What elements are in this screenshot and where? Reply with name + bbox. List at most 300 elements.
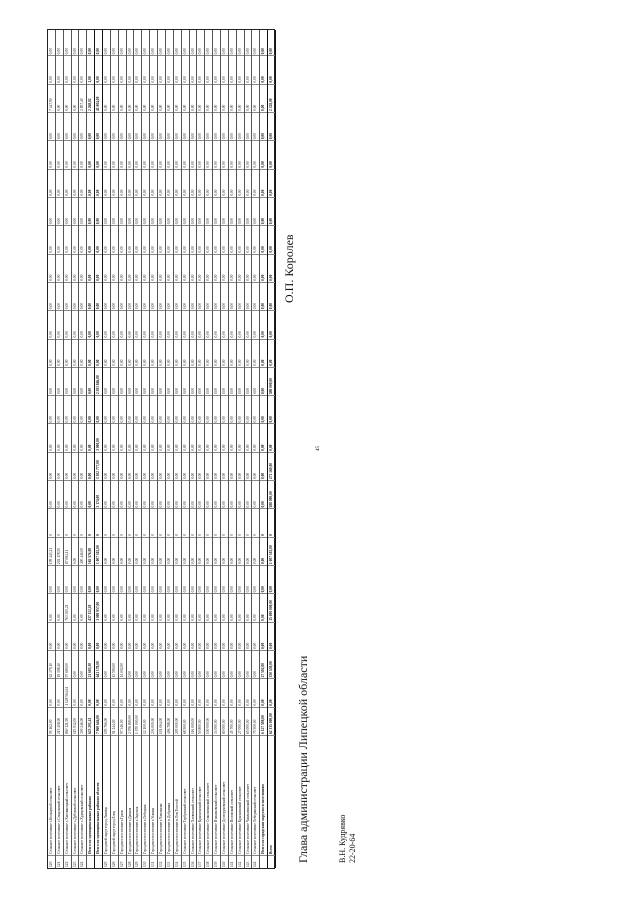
row-number: 143: [245, 861, 250, 867]
table-cell: 0,00: [127, 679, 134, 707]
data-table: [47, 29, 275, 869]
row-number: 139: [214, 861, 219, 867]
row-label: Городское поселение г.Усмань: [150, 736, 157, 856]
table-cell: 0,00: [237, 622, 244, 650]
table-cell: 0,00: [245, 396, 252, 424]
table-cell: 0,00: [213, 226, 220, 254]
table-cell: 0,00: [182, 424, 189, 452]
table-cell: 0,00: [72, 481, 79, 509]
table-cell: 0,00: [48, 282, 55, 310]
table-cell: 41 004,00: [95, 84, 102, 112]
table-cell: 12 100,00: [142, 707, 149, 735]
table-cell: 3 174,00: [95, 481, 102, 509]
table-cell: 0,00: [103, 84, 110, 112]
table-cell: 0: [79, 509, 86, 537]
table-cell: 0,00: [237, 112, 244, 140]
table-cell: 0: [142, 509, 149, 537]
table-cell: 0,00: [119, 622, 126, 650]
table-cell: 97 680,00: [64, 651, 71, 679]
table-cell: 0,00: [205, 339, 212, 367]
table-cell: 0,00: [229, 367, 236, 395]
table-cell: 0,00: [150, 367, 157, 395]
table-cell: 0,00: [56, 226, 63, 254]
table-cell: 0: [150, 509, 157, 537]
table-cell: 0,00: [237, 424, 244, 452]
table-cell: 0,00: [134, 481, 141, 509]
table-cell: 625 201,41: [87, 707, 94, 735]
table-cell: 0,00: [79, 622, 86, 650]
table-cell: 205 000,00: [174, 707, 181, 735]
table-cell: 0,00: [221, 651, 228, 679]
table-cell: 0,00: [111, 339, 118, 367]
table-cell: 0,00: [56, 339, 63, 367]
table-cell: 0,00: [134, 622, 141, 650]
table-cell: 0,00: [174, 169, 181, 197]
table-cell: 0,00: [245, 56, 252, 84]
table-cell: 0,00: [260, 112, 267, 140]
table-cell: 0,00: [237, 367, 244, 395]
table-cell: 0,00: [134, 197, 141, 225]
table-cell: 0,00: [213, 679, 220, 707]
table-cell: 0,00: [190, 424, 197, 452]
table-cell: 0,00: [197, 396, 204, 424]
table-cell: 0,00: [190, 594, 197, 622]
table-cell: 7 447,90: [48, 84, 55, 112]
table-cell: 0,00: [197, 311, 204, 339]
table-cell: 0,00: [150, 169, 157, 197]
table-cell: 0: [158, 509, 165, 537]
table-cell: 0,00: [268, 28, 275, 56]
table-cell: 0,00: [166, 141, 173, 169]
table-cell: 0,00: [158, 84, 165, 112]
table-cell: 0,00: [197, 622, 204, 650]
table-cell: 0,00: [229, 537, 236, 565]
table-cell: 0,00: [166, 197, 173, 225]
table-cell: 0,00: [119, 367, 126, 395]
table-cell: 0,00: [150, 197, 157, 225]
table-cell: 0,00: [56, 112, 63, 140]
table-cell: 0,00: [134, 169, 141, 197]
table-cell: 0,00: [260, 396, 267, 424]
table-cell: 0,00: [48, 452, 55, 480]
row-number: [268, 856, 275, 868]
row-label: Городское поселение п.Лев Толстой: [174, 736, 181, 856]
table-cell: 0,00: [48, 679, 55, 707]
table-cell: 0,00: [229, 452, 236, 480]
table-cell: 0,00: [229, 141, 236, 169]
table-cell: 0,00: [134, 424, 141, 452]
row-number: [260, 856, 267, 868]
table-cell: 0,00: [229, 566, 236, 594]
row-label: Городской округ город Липецк: [103, 736, 110, 856]
table-cell: 0,00: [150, 28, 157, 56]
table-cell: 0,00: [260, 56, 267, 84]
table-cell: 0,00: [103, 169, 110, 197]
table-cell: 0,00: [134, 254, 141, 282]
table-cell: 0,00: [64, 141, 71, 169]
table-cell: 0,00: [142, 254, 149, 282]
table-cell: 0,00: [252, 197, 259, 225]
table-cell: 0,00: [205, 311, 212, 339]
table-cell: 0,00: [103, 679, 110, 707]
table-cell: 0,00: [221, 424, 228, 452]
row-number: 133: [166, 861, 171, 867]
table-cell: 0,00: [111, 56, 118, 84]
table-cell: 0,00: [221, 226, 228, 254]
table-cell: 0,00: [103, 622, 110, 650]
table-cell: 0,00: [205, 424, 212, 452]
table-cell: 406 788,00: [166, 707, 173, 735]
table-cell: 0,00: [142, 112, 149, 140]
table-cell: 0,00: [87, 396, 94, 424]
table-cell: 0,00: [87, 169, 94, 197]
table-cell: 0,00: [111, 197, 118, 225]
table-row: [252, 30, 260, 868]
row-number: 136: [190, 861, 195, 867]
table-cell: 0,00: [127, 339, 134, 367]
table-cell: 0,00: [237, 84, 244, 112]
table-cell: 0,00: [150, 424, 157, 452]
table-cell: 0,00: [127, 56, 134, 84]
table-cell: 0,00: [260, 311, 267, 339]
table-cell: 80 000,00: [221, 707, 228, 735]
table-cell: 0: [87, 509, 94, 537]
table-cell: 0,00: [119, 56, 126, 84]
table-cell: 0,00: [174, 141, 181, 169]
table-cell: 0,00: [111, 84, 118, 112]
table-cell: 0,00: [268, 112, 275, 140]
table-cell: 91 244,00: [111, 707, 118, 735]
table-cell: 0,00: [56, 197, 63, 225]
table-cell: 0,00: [252, 56, 259, 84]
executor-phone: 22-20-64: [348, 833, 357, 863]
table-cell: 2 328,00: [268, 84, 275, 112]
row-label: Сельское поселение Чаплыгинский сельсовет: [245, 736, 252, 856]
row-number: 130: [143, 861, 148, 867]
table-cell: 0,00: [127, 537, 134, 565]
table-cell: 0: [127, 509, 134, 537]
table-cell: 300 246,00: [79, 707, 86, 735]
table-cell: 0,00: [237, 28, 244, 56]
table-cell: 0,00: [229, 339, 236, 367]
table-cell: 0,00: [95, 311, 102, 339]
table-cell: 0,00: [182, 56, 189, 84]
table-cell: 0,00: [190, 651, 197, 679]
table-cell: 0,00: [134, 84, 141, 112]
table-cell: 0,00: [127, 254, 134, 282]
table-cell: 0,00: [103, 56, 110, 84]
table-cell: 0,00: [158, 537, 165, 565]
table-cell: 0,00: [237, 481, 244, 509]
table-cell: 0,00: [158, 651, 165, 679]
table-cell: 0,00: [48, 424, 55, 452]
table-cell: 0,00: [252, 367, 259, 395]
table-cell: 0,00: [158, 254, 165, 282]
table-cell: 0,00: [260, 339, 267, 367]
table-cell: 0,00: [64, 226, 71, 254]
table-cell: 0,00: [260, 367, 267, 395]
table-cell: 0,00: [245, 141, 252, 169]
table-cell: 0,00: [87, 141, 94, 169]
table-cell: 0,00: [205, 226, 212, 254]
table-cell: 0,00: [150, 84, 157, 112]
table-cell: 1 070 000,00: [134, 707, 141, 735]
table-cell: 0,00: [205, 651, 212, 679]
table-cell: 0,00: [72, 594, 79, 622]
table-cell: 0,00: [79, 594, 86, 622]
table-cell: 0,00: [205, 56, 212, 84]
table-cell: 0,00: [229, 112, 236, 140]
table-cell: 0,00: [119, 169, 126, 197]
table-cell: 0,00: [190, 197, 197, 225]
table-cell: 0,00: [190, 339, 197, 367]
table-cell: 0,00: [127, 424, 134, 452]
table-cell: 0,00: [103, 311, 110, 339]
table-cell: 0,00: [72, 311, 79, 339]
table-cell: 0,00: [56, 396, 63, 424]
table-cell: 0,00: [127, 141, 134, 169]
table-cell: 0,00: [174, 367, 181, 395]
table-cell: 0,00: [166, 452, 173, 480]
table-cell: 0,00: [166, 56, 173, 84]
table-cell: 0,00: [229, 226, 236, 254]
table-cell: 0,00: [237, 311, 244, 339]
table-cell: 0,00: [119, 141, 126, 169]
table-cell: 0,00: [142, 28, 149, 56]
table-cell: 0,00: [229, 622, 236, 650]
row-number: 138: [206, 861, 211, 867]
row-number: 134: [174, 861, 179, 867]
table-cell: 0,00: [252, 254, 259, 282]
table-cell: 0,00: [48, 197, 55, 225]
table-cell: 0,00: [119, 282, 126, 310]
table-cell: 0,00: [221, 84, 228, 112]
table-cell: 0,00: [103, 197, 110, 225]
table-cell: 0,00: [174, 282, 181, 310]
table-cell: 0,00: [221, 311, 228, 339]
table-cell: 0,00: [64, 56, 71, 84]
table-cell: 0,00: [197, 537, 204, 565]
table-cell: 0,00: [229, 254, 236, 282]
table-cell: 0,00: [95, 112, 102, 140]
row-label: Сельское поселение Долгоруковский сельсовет: [221, 736, 228, 856]
table-cell: 0,00: [229, 169, 236, 197]
table-cell: 0,00: [252, 339, 259, 367]
table-cell: 0: [48, 509, 55, 537]
table-cell: 0,00: [87, 679, 94, 707]
table-cell: 0,00: [142, 282, 149, 310]
table-cell: 0,00: [252, 282, 259, 310]
row-label: Сельское поселение с.Дубовской сельсовет: [72, 736, 79, 856]
table-cell: 2 976 800,00: [127, 707, 134, 735]
table-cell: 195 766,00: [103, 707, 110, 735]
table-cell: 0,00: [79, 367, 86, 395]
table-cell: 0,00: [174, 28, 181, 56]
table-row: [174, 30, 182, 868]
table-cell: 0,00: [158, 56, 165, 84]
table-row: [197, 30, 205, 868]
table-cell: 0,00: [119, 28, 126, 56]
table-cell: 0,00: [182, 141, 189, 169]
table-cell: 0,00: [213, 424, 220, 452]
table-cell: 0,00: [72, 566, 79, 594]
table-cell: 0,00: [229, 679, 236, 707]
table-cell: 0,00: [245, 197, 252, 225]
table-cell: 0,00: [268, 424, 275, 452]
table-cell: 0,00: [111, 282, 118, 310]
table-cell: 0,00: [79, 679, 86, 707]
table-cell: 0,00: [174, 197, 181, 225]
row-label: Городской округ город Елец: [111, 736, 118, 856]
table-cell: 0,00: [182, 396, 189, 424]
table-cell: 0,00: [134, 226, 141, 254]
table-cell: 0,00: [142, 424, 149, 452]
table-cell: 0,00: [72, 141, 79, 169]
table-cell: 0,00: [142, 481, 149, 509]
table-cell: 0,00: [182, 651, 189, 679]
table-cell: 0: [213, 509, 220, 537]
table-cell: 0,00: [56, 169, 63, 197]
table-cell: 0,00: [95, 339, 102, 367]
table-row: [142, 30, 150, 868]
table-cell: 19 198,40: [56, 651, 63, 679]
table-cell: 0,00: [119, 339, 126, 367]
table-cell: 0,00: [205, 594, 212, 622]
table-cell: 0,00: [103, 396, 110, 424]
table-cell: 0,00: [205, 254, 212, 282]
table-cell: 0,00: [197, 56, 204, 84]
table-cell: 0,00: [134, 56, 141, 84]
table-cell: 0,00: [79, 282, 86, 310]
table-cell: 0,00: [150, 311, 157, 339]
table-cell: 0,00: [95, 197, 102, 225]
table-cell: 0,00: [260, 424, 267, 452]
table-cell: 0,00: [48, 226, 55, 254]
row-label: Сельское поселение Становлянский сельсовет: [205, 736, 212, 856]
table-cell: 0,00: [103, 651, 110, 679]
table-cell: 0,00: [48, 481, 55, 509]
table-cell: 0,00: [245, 679, 252, 707]
table-cell: 0,00: [72, 28, 79, 56]
table-cell: 0,00: [229, 481, 236, 509]
table-cell: 0,00: [150, 452, 157, 480]
table-cell: 0: [56, 509, 63, 537]
table-cell: 0,00: [213, 622, 220, 650]
table-cell: 0,00: [64, 254, 71, 282]
table-cell: 0: [237, 509, 244, 537]
table-cell: 0,00: [268, 197, 275, 225]
table-cell: 0,00: [174, 112, 181, 140]
table-cell: 0,00: [237, 651, 244, 679]
table-cell: 0,00: [142, 197, 149, 225]
signatory-name: О.П. Королев: [282, 233, 296, 303]
table-cell: 0,00: [103, 112, 110, 140]
table-cell: 0,00: [48, 594, 55, 622]
table-cell: 0,00: [158, 28, 165, 56]
table-cell: 0,00: [197, 651, 204, 679]
table-cell: 0,00: [190, 254, 197, 282]
table-cell: 0,00: [142, 622, 149, 650]
table-cell: 860 121,95: [64, 707, 71, 735]
table-cell: 2 291 846,00: [95, 367, 102, 395]
table-cell: 0,00: [213, 169, 220, 197]
table-cell: 0,00: [197, 679, 204, 707]
row-number: [95, 856, 102, 868]
table-cell: 0,00: [72, 282, 79, 310]
table-cell: 0,00: [182, 282, 189, 310]
table-cell: 0,00: [197, 282, 204, 310]
table-cell: 0,00: [213, 396, 220, 424]
table-cell: 0,00: [134, 594, 141, 622]
table-cell: 0,00: [103, 339, 110, 367]
table-cell: 0,00: [142, 566, 149, 594]
table-cell: 0,00: [268, 311, 275, 339]
table-cell: 0,00: [103, 282, 110, 310]
table-cell: 0,00: [237, 566, 244, 594]
table-cell: 0,00: [127, 622, 134, 650]
table-cell: 27 000,00: [237, 707, 244, 735]
table-cell: 0,00: [268, 622, 275, 650]
table-cell: 0,00: [111, 537, 118, 565]
table-cell: 0,00: [245, 84, 252, 112]
table-cell: 202 178,55: [56, 537, 63, 565]
table-cell: 0,00: [174, 622, 181, 650]
table-cell: 0,00: [56, 594, 63, 622]
table-cell: 0,00: [221, 594, 228, 622]
table-cell: 0,00: [166, 282, 173, 310]
row-label: Итого по городским округам и поселениям: [260, 736, 267, 856]
table-cell: 0,00: [142, 396, 149, 424]
row-number: 131: [151, 861, 156, 867]
table-cell: 0,00: [87, 254, 94, 282]
table-cell: 0,00: [221, 566, 228, 594]
table-cell: 0,00: [166, 311, 173, 339]
table-cell: 0,00: [134, 537, 141, 565]
row-number: 142: [237, 861, 242, 867]
table-cell: 0,00: [134, 452, 141, 480]
table-cell: 0,00: [127, 112, 134, 140]
table-cell: 0,00: [205, 84, 212, 112]
table-cell: 0: [205, 509, 212, 537]
table-cell: 0,00: [268, 282, 275, 310]
table-cell: 0,00: [158, 452, 165, 480]
table-cell: 0,00: [237, 452, 244, 480]
table-cell: 0,00: [119, 311, 126, 339]
table-cell: 0,00: [64, 112, 71, 140]
table-cell: 0,00: [190, 622, 197, 650]
table-cell: 0,00: [119, 566, 126, 594]
table-cell: 0,00: [245, 452, 252, 480]
table-cell: 0,00: [221, 537, 228, 565]
table-cell: 0,00: [213, 452, 220, 480]
table-cell: 0,00: [111, 28, 118, 56]
table-cell: 0,00: [260, 169, 267, 197]
table-cell: 0,00: [221, 197, 228, 225]
table-cell: 0,00: [87, 282, 94, 310]
table-cell: 0,00: [190, 367, 197, 395]
table-cell: 0,00: [245, 112, 252, 140]
table-cell: 0,00: [72, 537, 79, 565]
row-label: Всего: [268, 736, 275, 856]
row-number: 123: [72, 861, 77, 867]
table-cell: 0,00: [111, 424, 118, 452]
table-cell: 0,00: [150, 112, 157, 140]
table-cell: 0,00: [56, 311, 63, 339]
table-cell: 0,00: [182, 566, 189, 594]
table-cell: 0,00: [103, 594, 110, 622]
table-cell: 0,00: [190, 481, 197, 509]
row-number: [87, 856, 94, 868]
